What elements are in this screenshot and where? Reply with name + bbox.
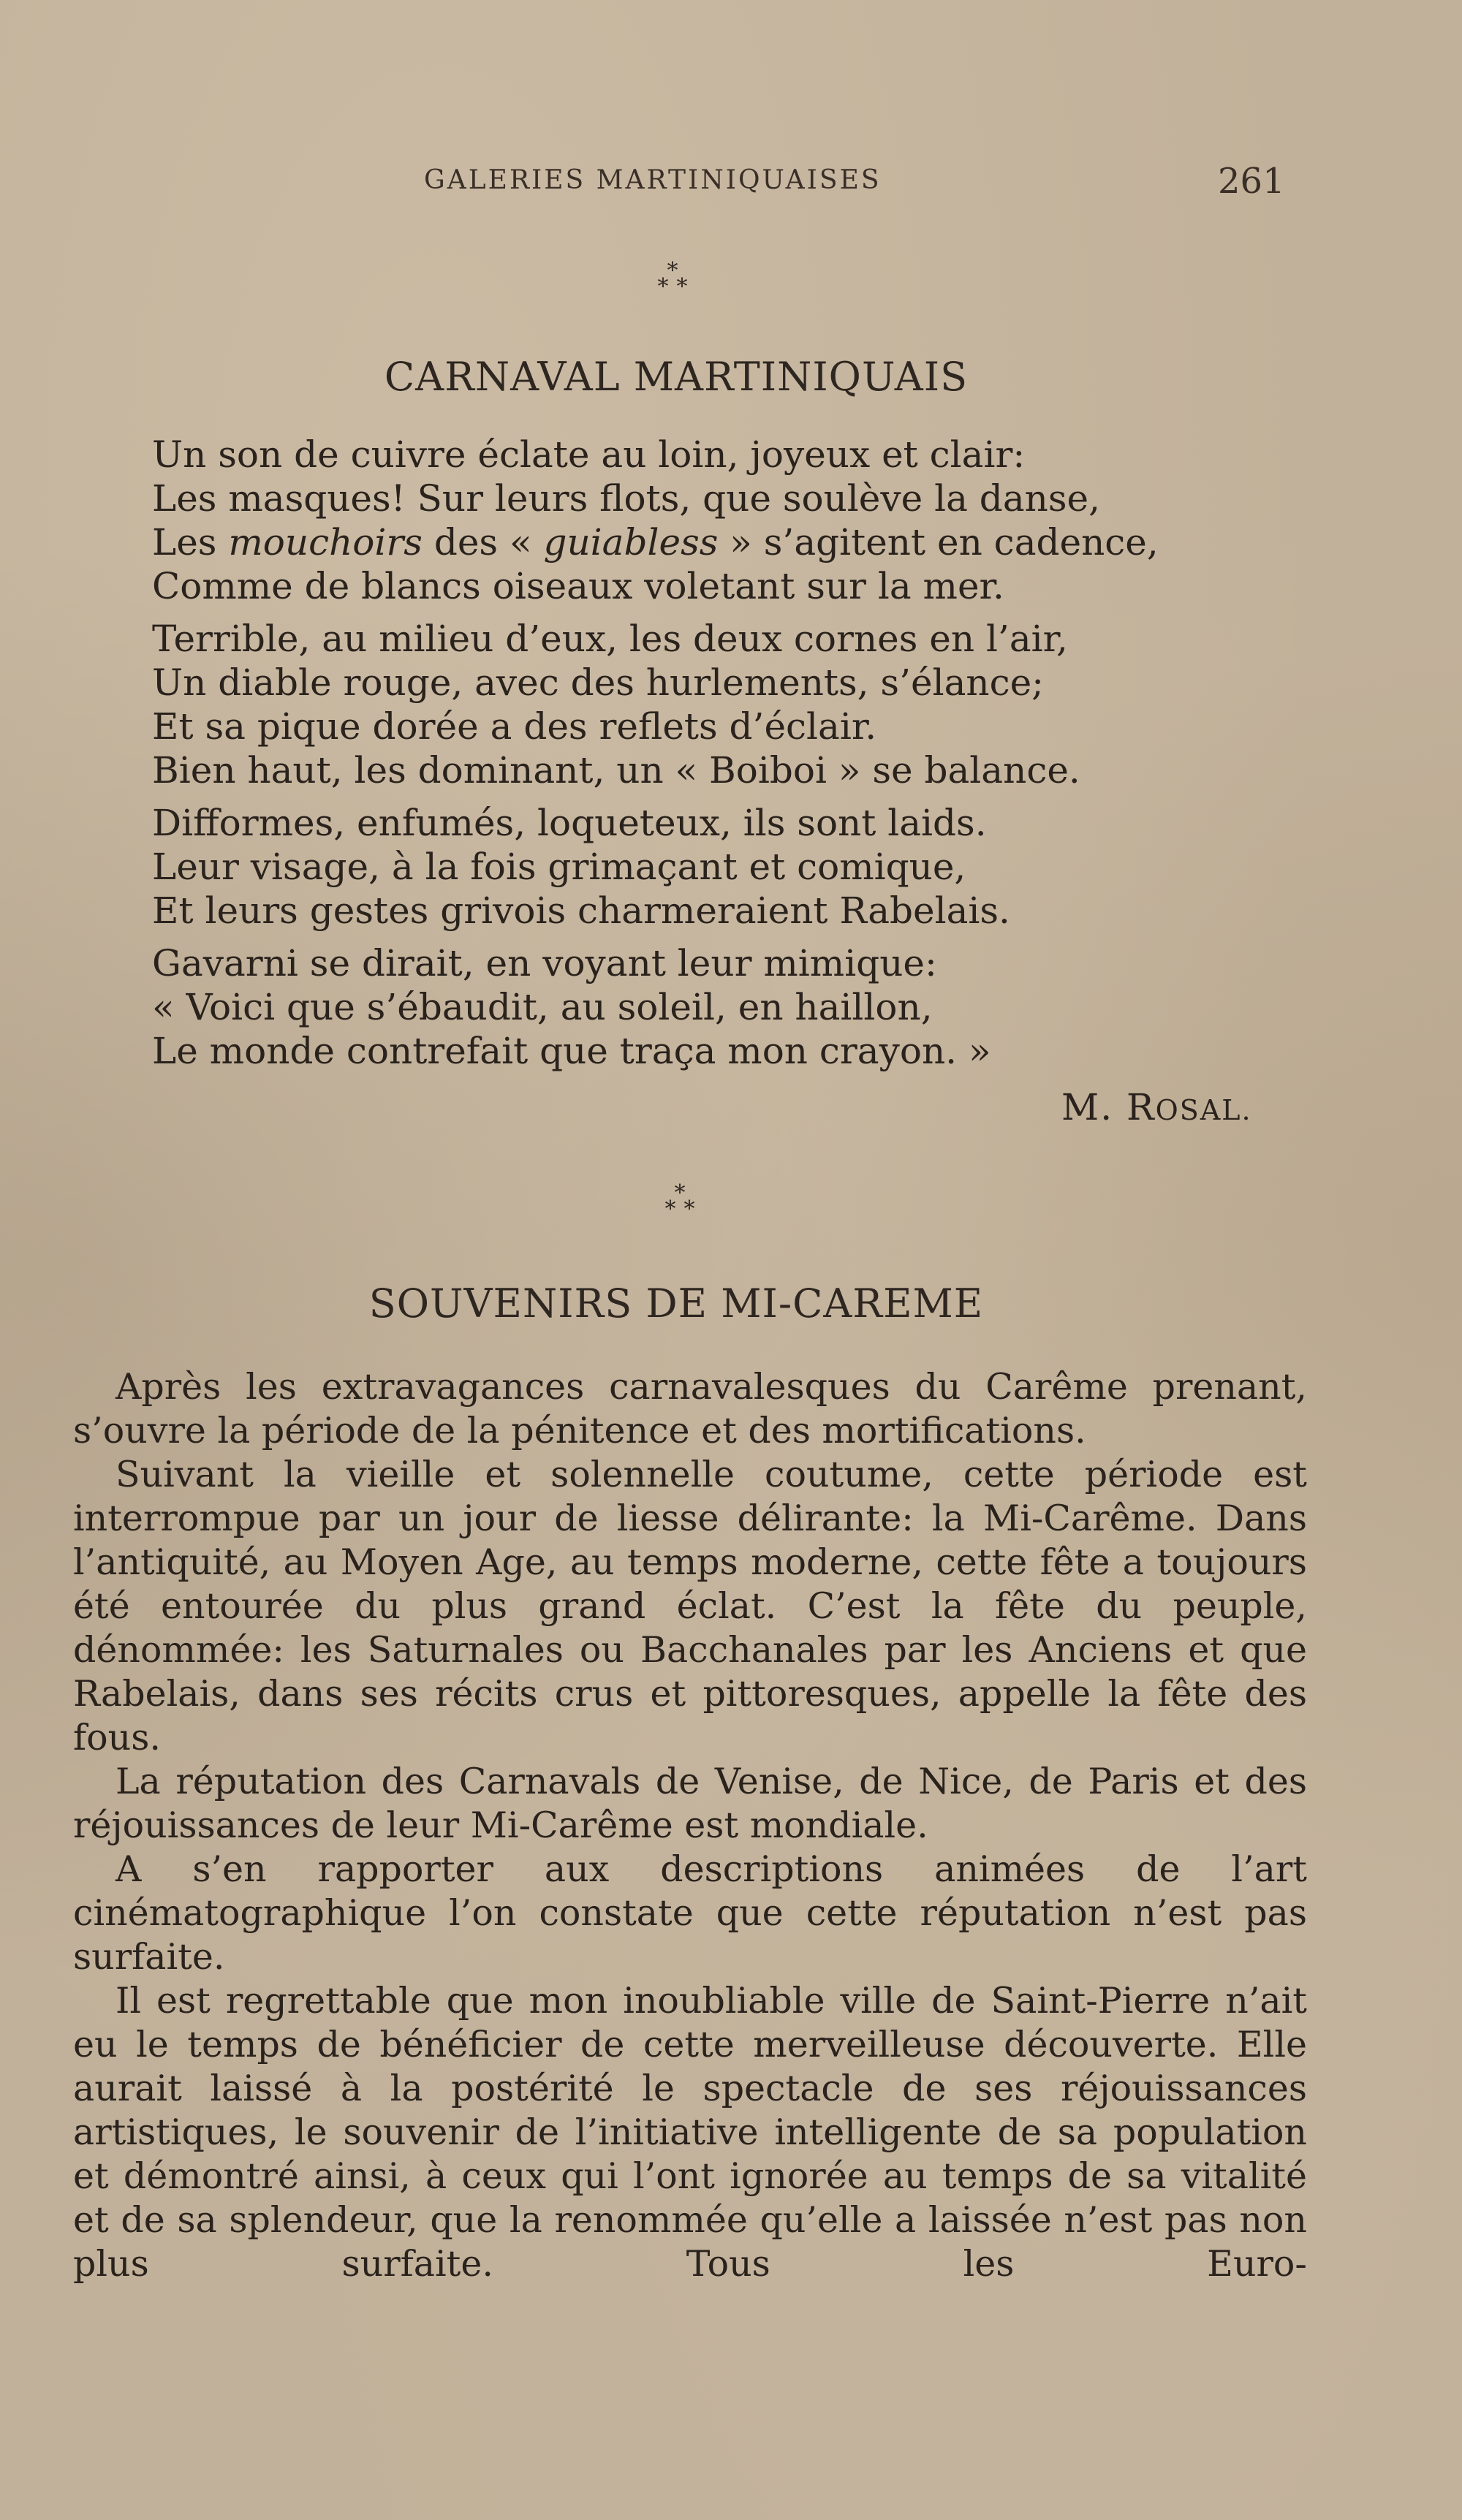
italic-word: mouchoirs bbox=[228, 521, 423, 563]
italic-word: guiabless bbox=[543, 521, 719, 563]
verse-line: Comme de blancs oiseaux voletant sur la mer. bbox=[152, 565, 1004, 607]
verse-line: Et sa pique dorée a des reflets d’éclair. bbox=[152, 705, 877, 748]
svg-text:*: * bbox=[667, 260, 678, 284]
page-number: 261 bbox=[1218, 161, 1285, 202]
stanza bbox=[152, 801, 1249, 933]
verse-line bbox=[152, 520, 1249, 564]
svg-text:*: * bbox=[657, 274, 669, 300]
verse-line: Et leurs gestes grivois charmeraient Rabelais. bbox=[152, 889, 1010, 932]
paragraph: Après les extravagances carnavalesques du Carême prenant, s’ouvre la période de la pénitence et des mortifications. bbox=[73, 1366, 1307, 1451]
signature-initial: M. R bbox=[1061, 1086, 1156, 1128]
verse-line: Difformes, enfumés, loqueteux, ils sont laids. bbox=[152, 802, 987, 844]
verse-line: Bien haut, les dominant, un « Boiboi » se balance. bbox=[152, 749, 1080, 792]
svg-text:*: * bbox=[674, 1183, 686, 1206]
paragraph: La réputation des Carnavals de Venise, de Nice, de Paris et des réjouissances de leur Mi-Carême est mondiale. bbox=[73, 1761, 1307, 1846]
paragraph: Il est regrettable que mon inoubliable ville de Saint-Pierre n’ait eu le temps de bénéficier de cette merveilleuse découverte. Elle aurait laissé à la postérité le spectacle de ses réjouissances artistiques, le souvenir de l’initiative intelligente de sa population et démontré ainsi, à ceux qui l’ont ignorée au temps de sa vitalité et de sa splendeur, que la renommée qu’elle a laissée n’est pas non plus surfaite. Tous les Euro- bbox=[73, 1980, 1307, 2285]
verse-line: Un son de cuivre éclate au loin, joyeux et clair: bbox=[152, 433, 1026, 476]
stanza bbox=[152, 617, 1249, 792]
verse-line: Terrible, au milieu d’eux, les deux cornes en l’air, bbox=[152, 618, 1068, 660]
asterism-ornament bbox=[651, 260, 694, 304]
asterism-ornament bbox=[658, 1183, 702, 1226]
stanza bbox=[152, 433, 1249, 608]
verse-text: des « bbox=[422, 521, 544, 563]
paragraph: Suivant la vieille et solennelle coutume, cette période est interrompue par un jour de liesse délirante: la Mi-Carême. Dans l’antiquité, au Moyen Age, au temps moderne, cette fête a toujours été entourée du plus grand éclat. C’est la fête du peuple, dénommée: les Saturnales ou Bacchanales par les Anciens et que Rabelais, dans ses récits crus et pittoresques, appelle la fête des fous. bbox=[73, 1454, 1307, 1758]
poem bbox=[152, 433, 1249, 1082]
prose-body bbox=[73, 1365, 1307, 2286]
stanza bbox=[152, 941, 1249, 1073]
svg-text:*: * bbox=[676, 274, 688, 300]
svg-text:*: * bbox=[664, 1196, 676, 1222]
verse-line: « Voici que s’ébaudit, au soleil, en haillon, bbox=[152, 986, 933, 1028]
verse-text: » s’agitent en cadence, bbox=[718, 521, 1159, 563]
svg-text:*: * bbox=[683, 1196, 695, 1222]
section-title: CARNAVAL MARTINIQUAIS bbox=[384, 354, 969, 400]
verse-line: Leur visage, à la fois grimaçant et comique, bbox=[152, 846, 966, 888]
paragraph: A s’en rapporter aux descriptions animées de l’art cinématographique l’on constate que cette réputation n’est pas surfaite. bbox=[73, 1848, 1307, 1978]
verse-line: Un diable rouge, avec des hurlements, s’élance; bbox=[152, 661, 1045, 704]
section-title: SOUVENIRS DE MI-CAREME bbox=[368, 1280, 984, 1327]
verse-line: Les masques! Sur leurs flots, que soulève la danse, bbox=[152, 477, 1100, 520]
poem-signature bbox=[1061, 1086, 1252, 1128]
verse-text: Les bbox=[152, 521, 229, 563]
running-head: GALERIES MARTINIQUAISES bbox=[424, 165, 882, 195]
signature-small-caps: OSAL. bbox=[1155, 1094, 1252, 1126]
verse-line: Gavarni se dirait, en voyant leur mimique: bbox=[152, 942, 937, 984]
verse-line: Le monde contrefait que traça mon crayon. » bbox=[152, 1030, 991, 1072]
